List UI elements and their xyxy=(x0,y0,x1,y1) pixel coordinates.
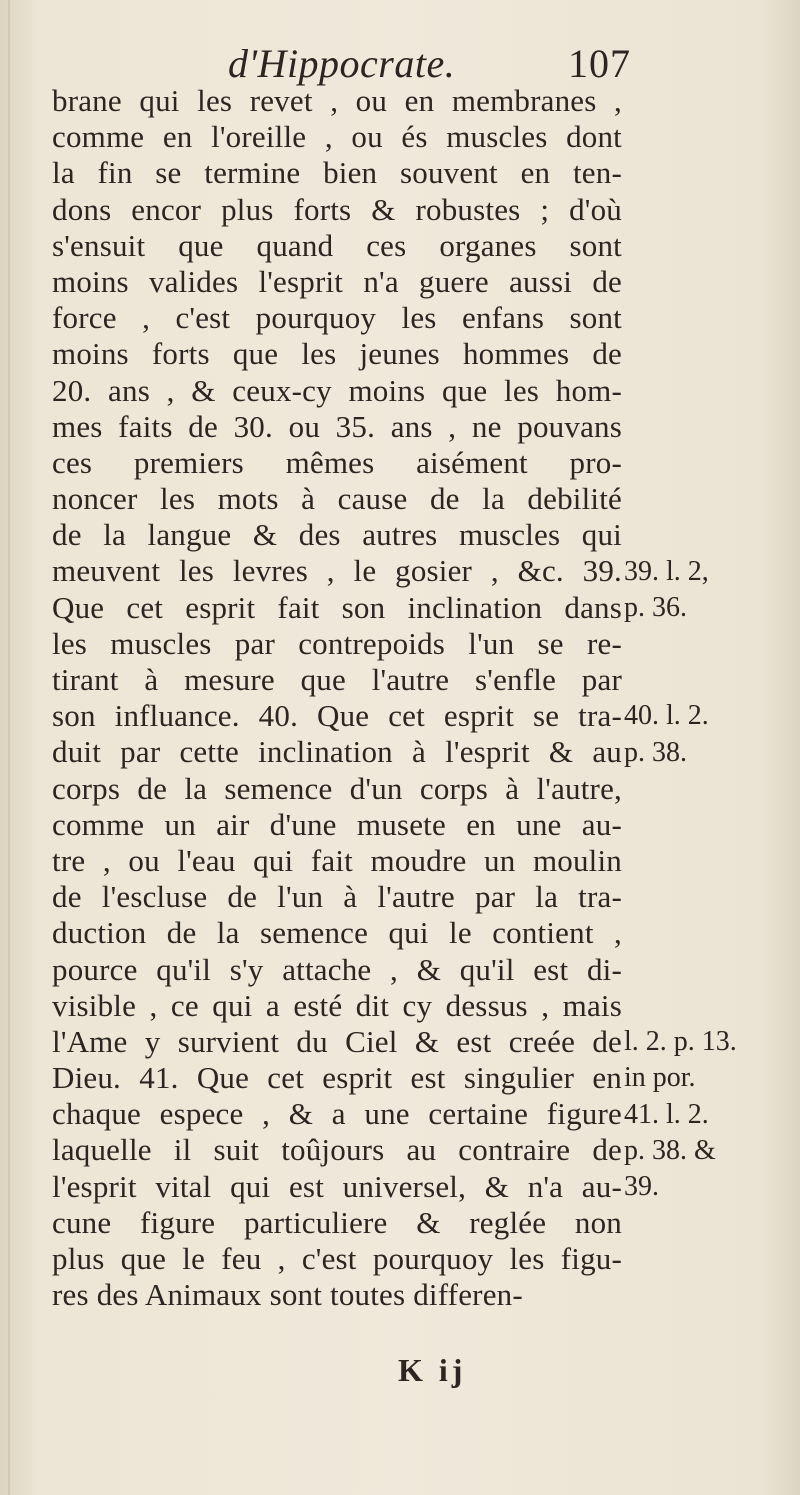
text-line: res des Animaux sont toutes differen- xyxy=(52,1277,523,1313)
text-line: l'Ame y survient du Ciel & est creée de xyxy=(52,1023,622,1059)
text-line: tirant à mesure que l'autre s'enfle par xyxy=(52,662,622,697)
text-line: son influance. 40. Que cet esprit se tra- xyxy=(52,698,622,734)
text-line: ces premiers mêmes aisément pro- xyxy=(52,444,622,480)
margin-note: p. 36. xyxy=(624,591,687,623)
text-line: duction de la semence qui le contient , xyxy=(52,915,622,951)
running-head-title: d'Hippocrate. xyxy=(228,41,456,86)
text-line: comme en l'oreille , ou és muscles dont xyxy=(52,119,622,155)
text-line: force , c'est pourquoy les enfans sont xyxy=(52,300,622,336)
margin-note: 40. l. 2. xyxy=(624,700,709,732)
text-line: brane qui les revet , ou en membranes , xyxy=(52,83,622,118)
body-text xyxy=(52,83,622,1313)
text-line: visible , ce qui a esté dit cy dessus , mais xyxy=(52,987,622,1023)
text-line: s'ensuit que quand ces organes sont xyxy=(52,227,622,263)
margin-note: 41. l. 2. xyxy=(624,1098,709,1130)
page-gutter-edge xyxy=(8,0,10,1495)
text-line: tre , ou l'eau qui fait moudre un moulin xyxy=(52,842,622,878)
text-line: noncer les mots à cause de la debilité xyxy=(52,481,622,517)
text-line: Dieu. 41. Que cet esprit est singulier en xyxy=(52,1060,622,1096)
text-line: cune figure particuliere & reglée non xyxy=(52,1204,622,1240)
text-line: chaque espece , & a une certaine figure xyxy=(52,1096,622,1132)
text-line: duit par cette inclination à l'esprit & au xyxy=(52,734,622,770)
margin-note: 39. l. 2, xyxy=(624,555,709,587)
text-line: de l'escluse de l'un à l'autre par la tra- xyxy=(52,879,622,915)
text-line: corps de la semence d'un corps à l'autre, xyxy=(52,770,622,806)
text-line: laquelle il suit toûjours au contraire de xyxy=(52,1132,622,1168)
text-line: Que cet esprit fait son inclination dans xyxy=(52,589,622,625)
text-line: pource qu'il s'y attache , & qu'il est di- xyxy=(52,951,622,987)
signature-mark: K ij xyxy=(398,1352,467,1388)
margin-note: p. 38. xyxy=(624,736,687,768)
text-line: comme un air d'une musete en une au- xyxy=(52,806,622,842)
text-line: de la langue & des autres muscles qui xyxy=(52,517,622,553)
margin-note: l. 2. p. 13. xyxy=(624,1026,737,1058)
page-number: 107 xyxy=(568,41,631,86)
text-line: l'esprit vital qui est universel, & n'a au- xyxy=(52,1168,622,1204)
text-line: meuvent les levres , le gosier , &c. 39. xyxy=(52,553,622,589)
text-line: dons encor plus forts & robustes ; d'où xyxy=(52,191,622,227)
text-line: moins forts que les jeunes hommes de xyxy=(52,336,622,372)
margin-note: p. 38. & xyxy=(624,1134,716,1166)
text-line: la fin se termine bien souvent en ten- xyxy=(52,155,622,191)
text-line: les muscles par contrepoids l'un se re- xyxy=(52,625,622,661)
running-head xyxy=(0,38,800,88)
margin-note: in por. xyxy=(624,1062,696,1094)
text-line: 20. ans , & ceux-cy moins que les hom- xyxy=(52,372,622,408)
text-line: mes faits de 30. ou 35. ans , ne pouvans xyxy=(52,408,622,444)
text-line: plus que le feu , c'est pourquoy les figu- xyxy=(52,1241,622,1276)
margin-note: 39. xyxy=(624,1171,659,1202)
text-line: moins valides l'esprit n'a guere aussi de xyxy=(52,263,622,299)
